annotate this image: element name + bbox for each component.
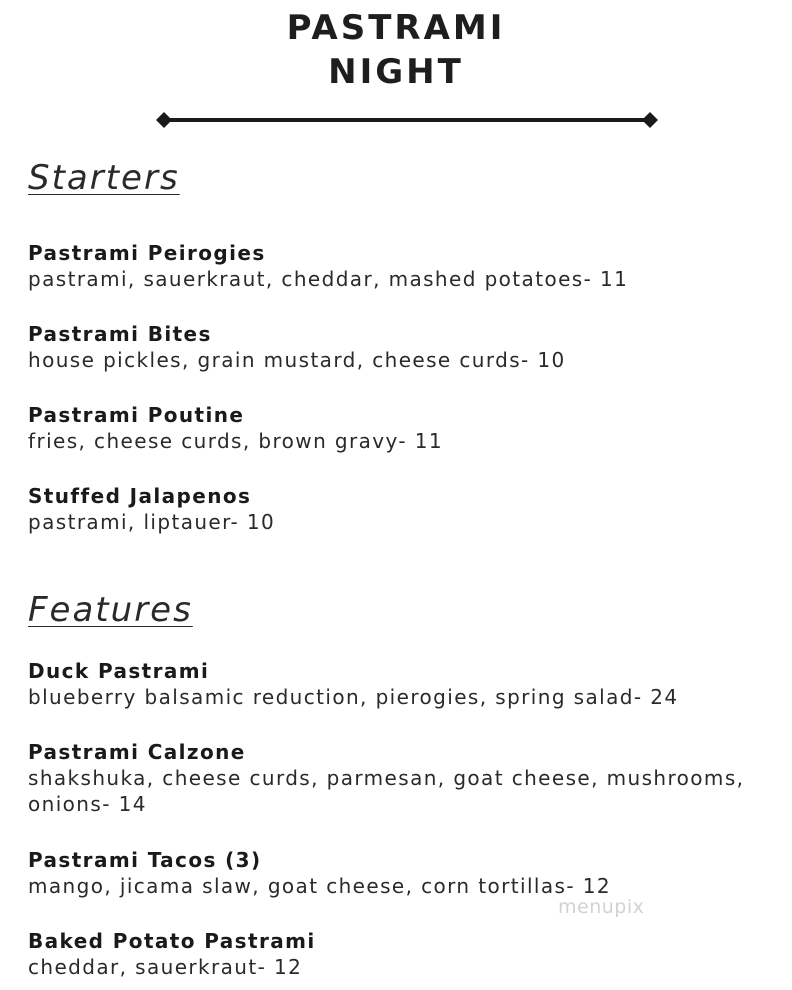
item-description: pastrami, liptauer- 10: [28, 510, 276, 534]
menu-item-pastrami-peirogies: [28, 240, 778, 292]
menu-item-pastrami-calzone: [28, 739, 778, 817]
title-divider: [156, 110, 658, 130]
item-name: Pastrami Bites: [28, 322, 212, 346]
menu-title: [0, 6, 792, 94]
title-line-2: NIGHT: [328, 52, 464, 92]
item-description-continued: onions- 14: [28, 792, 147, 816]
divider-diamond-left: [156, 112, 172, 128]
item-name: Pastrami Poutine: [28, 403, 245, 427]
item-name: Pastrami Calzone: [28, 740, 246, 764]
menu-item-baked-potato-pastrami: [28, 928, 778, 980]
title-line-1: PASTRAMI: [286, 8, 506, 48]
item-description: pastrami, sauerkraut, cheddar, mashed potatoes- 11: [28, 267, 629, 291]
section-heading-features: Features: [28, 590, 193, 630]
divider-diamond-right: [642, 112, 658, 128]
menu-item-pastrami-poutine: [28, 402, 778, 454]
menu-item-pastrami-tacos: [28, 847, 778, 899]
item-description: mango, jicama slaw, goat cheese, corn tortillas- 12: [28, 874, 611, 898]
menu-item-stuffed-jalapenos: [28, 483, 778, 535]
item-name: Pastrami Tacos (3): [28, 848, 262, 872]
item-description: shakshuka, cheese curds, parmesan, goat cheese, mushrooms,: [28, 766, 745, 790]
item-description: blueberry balsamic reduction, pierogies, spring salad- 24: [28, 685, 679, 709]
item-name: Stuffed Jalapenos: [28, 484, 252, 508]
item-name: Pastrami Peirogies: [28, 241, 266, 265]
item-description: fries, cheese curds, brown gravy- 11: [28, 429, 444, 453]
item-name: Baked Potato Pastrami: [28, 929, 316, 953]
item-description: house pickles, grain mustard, cheese curds- 10: [28, 348, 566, 372]
watermark: menupix: [558, 896, 645, 918]
item-name: Duck Pastrami: [28, 659, 210, 683]
item-description: cheddar, sauerkraut- 12: [28, 955, 303, 979]
menu-item-duck-pastrami: [28, 658, 778, 710]
menu-item-pastrami-bites: [28, 321, 778, 373]
section-heading-starters: Starters: [28, 158, 180, 198]
